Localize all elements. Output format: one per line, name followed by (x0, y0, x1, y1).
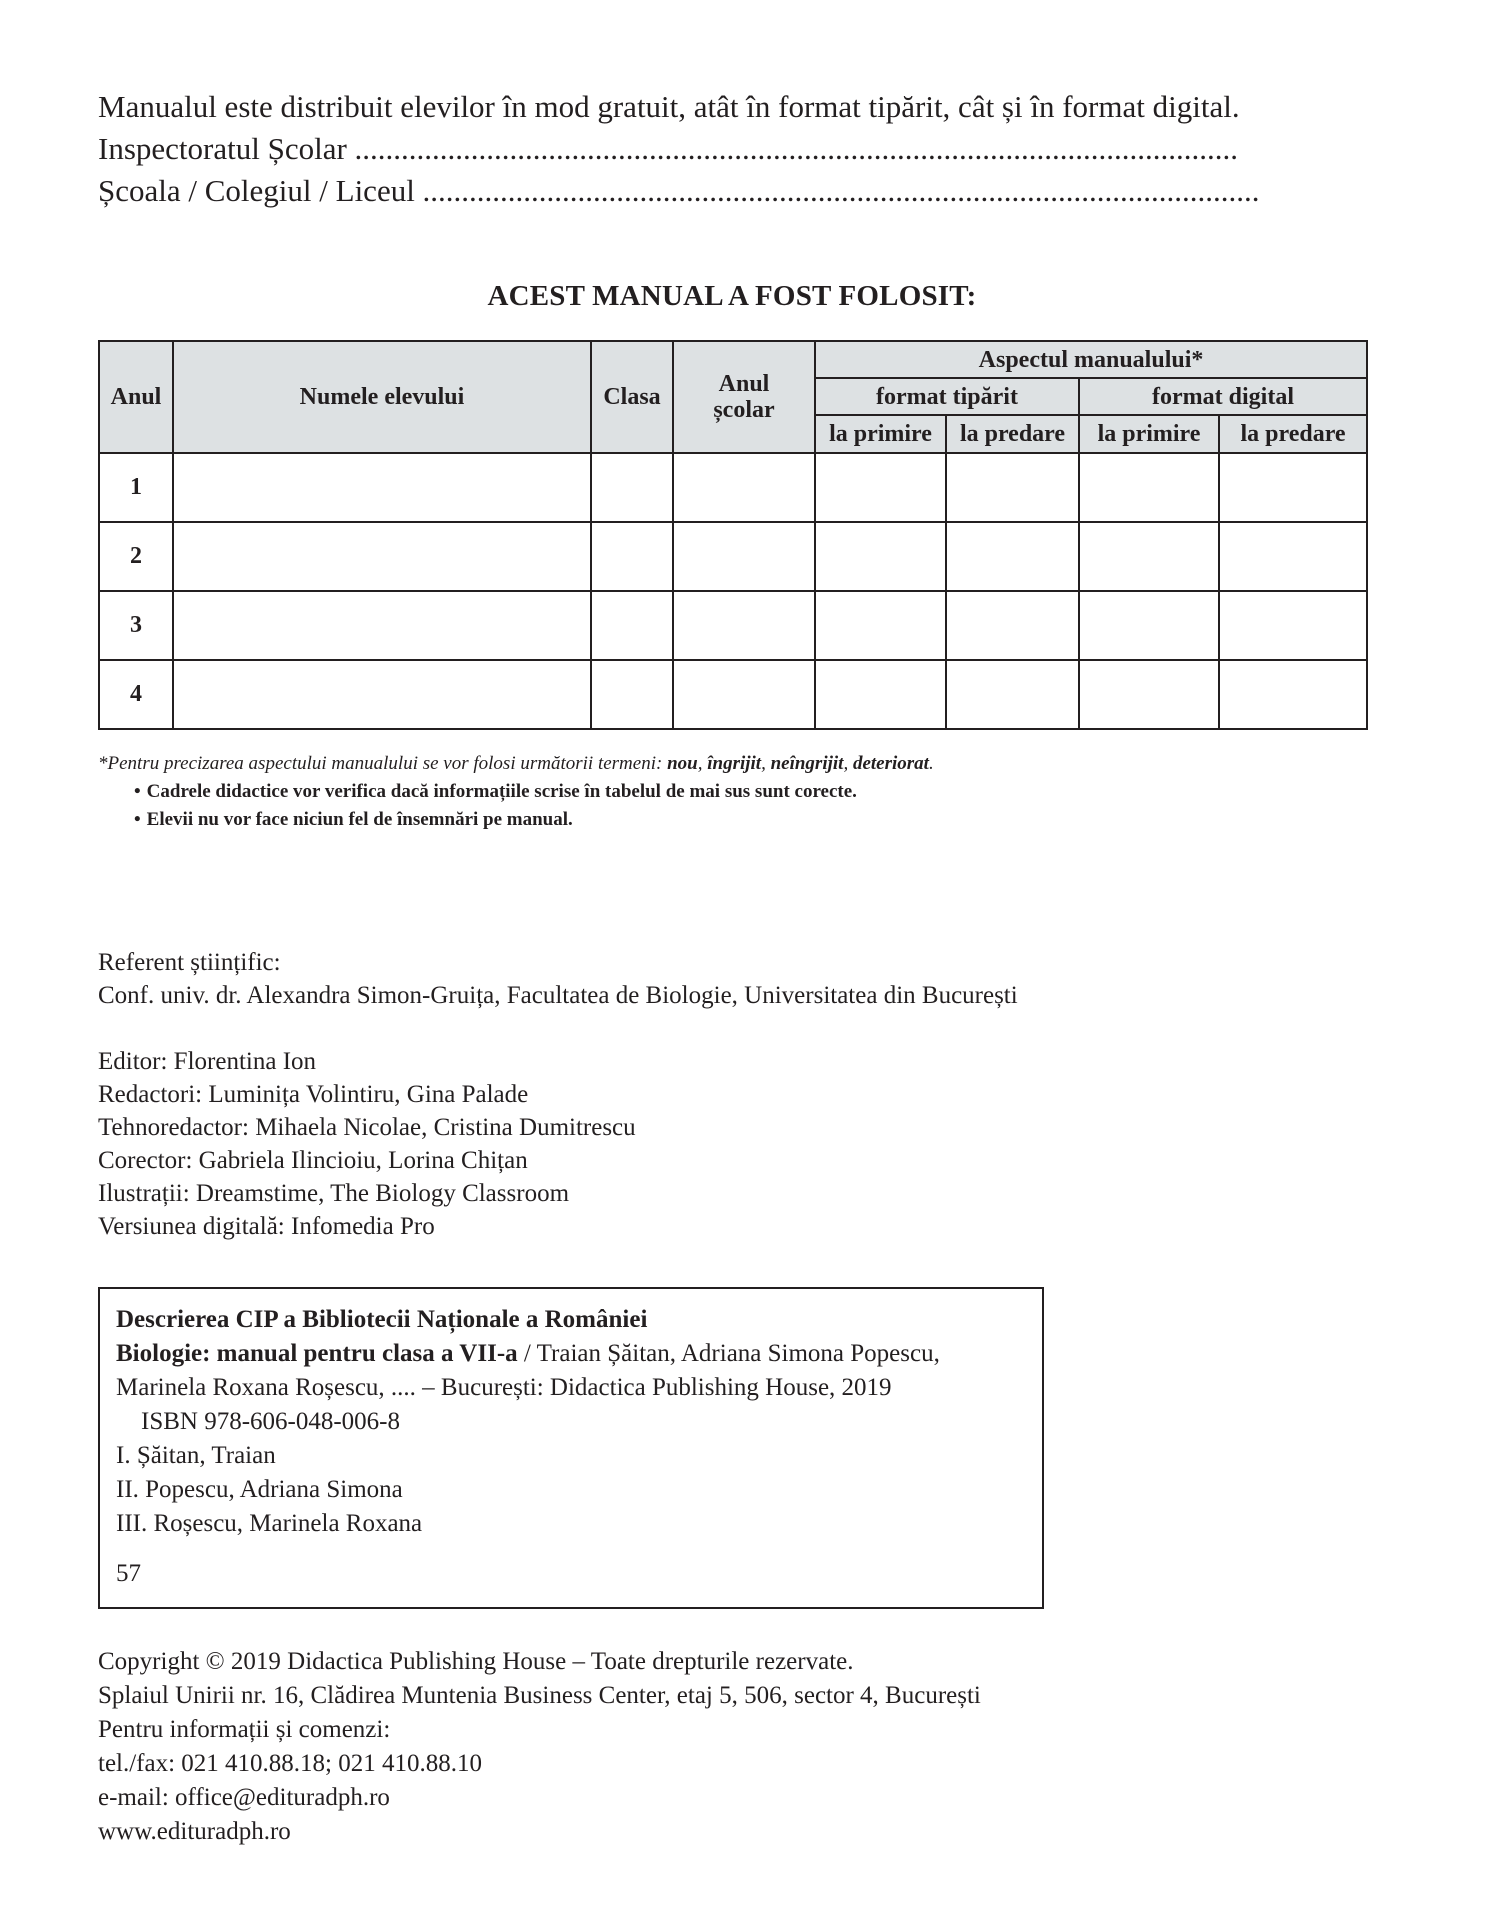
row-number: 3 (99, 591, 173, 660)
table-title: ACEST MANUAL A FOST FOLOSIT: (487, 280, 977, 312)
footnote-text: *Pentru precizarea aspectului manualului se vor folosi următorii termeni: (98, 753, 668, 774)
cell-class (591, 660, 673, 729)
cell-year (673, 591, 815, 660)
cip-publication: Marinela Roxana Roșescu, .... – București: Didactica Publishing House, 2019 (116, 1374, 892, 1401)
aspect-footnote (98, 750, 934, 778)
cip-entry: II. Popescu, Adriana Simona (116, 1476, 403, 1503)
cell-name (173, 522, 591, 591)
header-school-year-line1: Anul (718, 371, 770, 397)
contact-label: Pentru informații și comenzi: (98, 1716, 391, 1743)
cell-digital-return (1219, 453, 1367, 522)
cell-printed-receive (815, 591, 946, 660)
row-number: 2 (99, 522, 173, 591)
header-school-year (673, 341, 815, 453)
cell-class (591, 591, 673, 660)
cell-digital-receive (1079, 453, 1219, 522)
cell-printed-receive (815, 660, 946, 729)
table-row (99, 522, 1367, 591)
footnote-separator: , (843, 753, 853, 774)
cell-digital-receive (1079, 591, 1219, 660)
address-line: Splaiul Unirii nr. 16, Clădirea Muntenia Business Center, etaj 5, 506, sector 4, București (98, 1682, 981, 1709)
cell-year (673, 522, 815, 591)
footnote-separator: , (697, 753, 708, 774)
cell-digital-return (1219, 522, 1367, 591)
cell-printed-return (946, 522, 1079, 591)
header-format-printed: format tipărit (815, 378, 1079, 415)
inspectorate-line: Inspectoratul Școlar .................................................................................................................. (98, 131, 1239, 166)
scientific-referent: Conf. univ. dr. Alexandra Simon-Gruița, Facultatea de Biologie, Universitatea din București (98, 982, 1018, 1009)
cip-entry: III. Roșescu, Marinela Roxana (116, 1510, 423, 1537)
usage-table (98, 340, 1368, 730)
header-class: Clasa (591, 341, 673, 453)
cip-authors: / Traian Șăitan, Adriana Simona Popescu, (517, 1340, 940, 1367)
instruction-teachers: • Cadrele didactice vor verifica dacă informațiile scrise în tabelul de mai sus sunt corecte. (134, 778, 857, 806)
credits (98, 946, 1018, 1243)
cip-entry: I. Șăitan, Traian (116, 1442, 276, 1469)
instruction-students: • Elevii nu vor face niciun fel de însemnări pe manual. (134, 806, 857, 834)
scientific-referent-label: Referent științific: (98, 949, 281, 976)
phone-fax: tel./fax: 021 410.88.18; 021 410.88.10 (98, 1750, 482, 1777)
illustrations: Ilustrații: Dreamstime, The Biology Classroom (98, 1180, 570, 1207)
cip-book-title: Biologie: manual pentru clasa a VII-a (116, 1340, 518, 1367)
header-student-name: Numele elevului (173, 341, 591, 453)
proofreader: Corector: Gabriela Ilincioiu, Lorina Chițan (98, 1147, 528, 1174)
copyright-line: Copyright © 2019 Didactica Publishing House – Toate drepturile rezervate. (98, 1648, 854, 1675)
email: e-mail: office@edituradph.ro (98, 1784, 390, 1811)
digital-version: Versiunea digitală: Infomedia Pro (98, 1213, 435, 1240)
cip-page-number: 57 (116, 1560, 141, 1587)
cell-name (173, 660, 591, 729)
cell-printed-return (946, 591, 1079, 660)
distribution-statement: Manualul este distribuit elevilor în mod gratuit, atât în format tipărit, cât și în format digital. (98, 89, 1240, 124)
footnote-separator: , (761, 753, 771, 774)
distribution-notice (98, 86, 1260, 212)
cell-printed-receive (815, 453, 946, 522)
cell-class (591, 453, 673, 522)
header-school-year-line2: școlar (713, 397, 775, 423)
term-damaged: deteriorat (852, 753, 929, 774)
header-format-digital: format digital (1079, 378, 1367, 415)
cell-class (591, 522, 673, 591)
table-row (99, 660, 1367, 729)
term-cared: îngrijit (707, 753, 762, 774)
cell-digital-receive (1079, 660, 1219, 729)
header-digital-receive: la primire (1079, 415, 1219, 453)
table-row (99, 453, 1367, 522)
cell-name (173, 453, 591, 522)
footnote-end: . (928, 753, 934, 774)
cell-year (673, 660, 815, 729)
cell-printed-receive (815, 522, 946, 591)
table-row (99, 591, 1367, 660)
cip-isbn: ISBN 978-606-048-006-8 (141, 1408, 401, 1435)
header-aspect: Aspectul manualului* (815, 341, 1367, 378)
cip-heading: Descrierea CIP a Bibliotecii Naționale a României (116, 1306, 648, 1333)
technical-editor: Tehnoredactor: Mihaela Nicolae, Cristina Dumitrescu (98, 1114, 636, 1141)
row-number: 1 (99, 453, 173, 522)
school-line: Școala / Colegiul / Liceul ............................................................................................................ (98, 173, 1260, 208)
editor: Editor: Florentina Ion (98, 1048, 317, 1075)
cip-title-line (116, 1337, 1026, 1371)
row-number: 4 (99, 660, 173, 729)
cell-name (173, 591, 591, 660)
instructions-list (134, 778, 857, 834)
header-printed-return: la predare (946, 415, 1079, 453)
website: www.edituradph.ro (98, 1818, 291, 1845)
cell-digital-receive (1079, 522, 1219, 591)
header-printed-receive: la primire (815, 415, 946, 453)
copyright-block (98, 1645, 981, 1849)
header-anul: Anul (99, 341, 173, 453)
header-digital-return: la predare (1219, 415, 1367, 453)
cell-digital-return (1219, 591, 1367, 660)
redactors: Redactori: Luminița Volintiru, Gina Palade (98, 1081, 529, 1108)
cell-year (673, 453, 815, 522)
term-new: nou (667, 753, 698, 774)
cell-printed-return (946, 660, 1079, 729)
term-uncared: neîngrijit (770, 753, 844, 774)
cell-digital-return (1219, 660, 1367, 729)
cell-printed-return (946, 453, 1079, 522)
cip-box (98, 1287, 1044, 1609)
